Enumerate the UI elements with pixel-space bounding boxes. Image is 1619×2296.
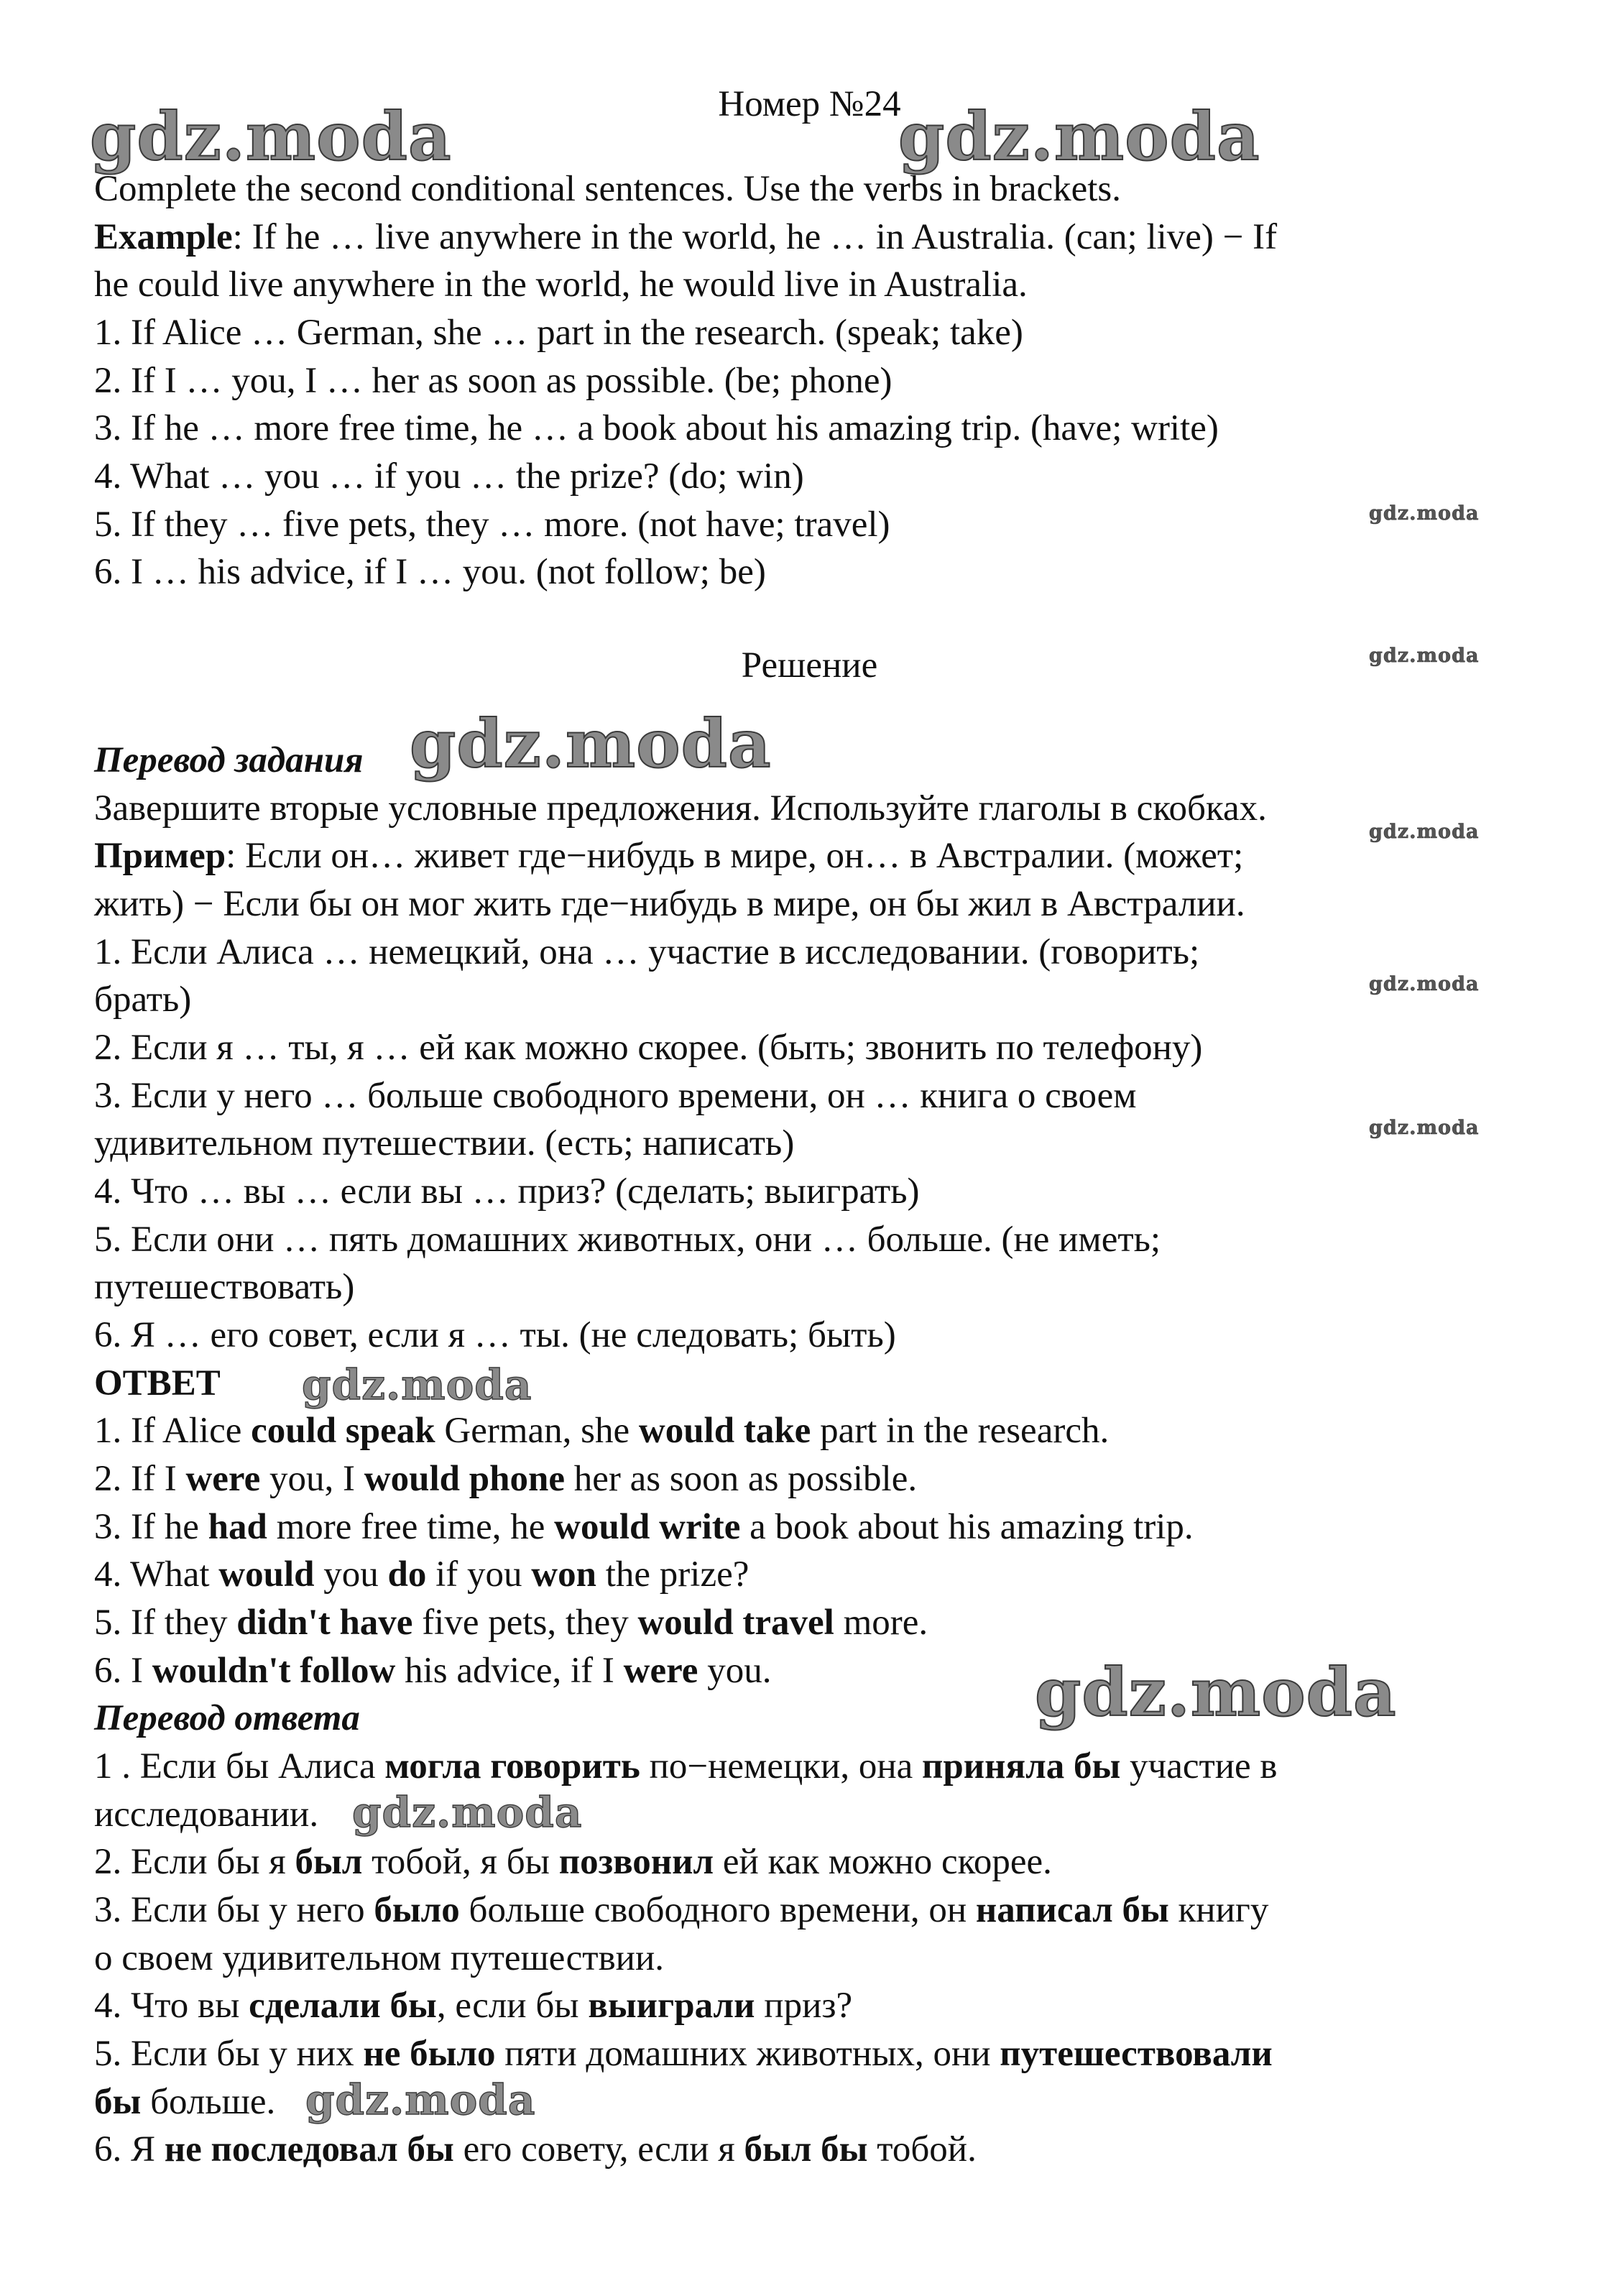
task-item: 4. What … you … if you … the prize? (do; win) — [94, 456, 804, 497]
task-instruction: Complete the second conditional sentences. Use the verbs in brackets. — [94, 169, 1121, 209]
translation-example-line-2: жить) − Если бы он мог жить где−нибудь в мире, он бы жил в Австралии. — [94, 884, 1245, 924]
task-item: 1. If Alice … German, she … part in the research. (speak; take) — [94, 313, 1023, 353]
answer-translation-line: исследовании. — [94, 1794, 319, 1835]
translation-line: 3. Если у него … больше свободного времени, он … книга о своем — [94, 1076, 1137, 1116]
translation-line: удивительном путешествии. (есть; написать) — [94, 1123, 795, 1163]
translation-example-line-1: Пример: Если он… живет где−нибудь в мире, он… в Австралии. (может; — [94, 836, 1244, 876]
answer-heading: ОТВЕТ — [94, 1363, 221, 1403]
answer-translation-line: 3. Если бы у него было больше свободного времени, он написал бы книгу — [94, 1890, 1269, 1930]
watermark: gdz.moda — [410, 705, 772, 783]
watermark: gdz.moda — [1035, 1654, 1397, 1731]
watermark: gdz.moda — [305, 2075, 536, 2124]
example-label: Example — [94, 217, 233, 257]
watermark: gdz.moda — [1369, 645, 1480, 667]
watermark: gdz.moda — [352, 1788, 583, 1837]
answer-line: 1. If Alice could speak German, she would take part in the research. — [94, 1411, 1110, 1451]
task-item: 6. I … his advice, if I … you. (not follow; be) — [94, 552, 766, 592]
answer-translation-line: 1 . Если бы Алиса могла говорить по−немецки, она приняла бы участие в — [94, 1746, 1278, 1786]
watermark: gdz.moda — [302, 1360, 532, 1409]
translation-line: 4. Что … вы … если вы … приз? (сделать; выиграть) — [94, 1171, 920, 1212]
task-item: 2. If I … you, I … her as soon as possible. (be; phone) — [94, 361, 892, 401]
watermark: gdz.moda — [1369, 502, 1480, 525]
translation-line: путешествовать) — [94, 1267, 355, 1307]
task-item: 5. If they … five pets, they … more. (not have; travel) — [94, 504, 890, 545]
answer-translation-line: 4. Что вы сделали бы, если бы выиграли приз? — [94, 1986, 853, 2026]
watermark: gdz.moda — [1369, 973, 1480, 995]
answer-line: 4. What would you do if you won the prize? — [94, 1554, 749, 1595]
answer-line: 3. If he had more free time, he would write a book about his amazing trip. — [94, 1507, 1194, 1547]
translation-line: 1. Если Алиса … немецкий, она … участие в исследовании. (говорить; — [94, 932, 1200, 972]
watermark: gdz.moda — [1369, 1117, 1480, 1139]
example-label: Пример — [94, 836, 226, 876]
translation-line: брать) — [94, 979, 192, 1020]
translation-heading: Перевод задания — [94, 740, 364, 780]
task-example-line-2: he could live anywhere in the world, he would live in Australia. — [94, 264, 1028, 305]
task-item: 3. If he … more free time, he … a book about his amazing trip. (have; write) — [94, 408, 1219, 448]
answer-translation-line: 6. Я не последовал бы его совету, если я был бы тобой. — [94, 2129, 977, 2170]
translation-instruction: Завершите вторые условные предложения. Используйте глаголы в скобках. — [94, 788, 1267, 829]
answer-translation-line: о своем удивительном путешествии. — [94, 1938, 665, 1978]
solution-heading: Решение — [741, 645, 878, 686]
answer-line: 6. I wouldn't follow his advice, if I were you. — [94, 1651, 772, 1691]
translation-line: 5. Если они … пять домашних животных, они … больше. (не иметь; — [94, 1220, 1161, 1260]
answer-line: 5. If they didn't have five pets, they would travel more. — [94, 1603, 928, 1643]
answer-translation-heading: Перевод ответа — [94, 1698, 360, 1738]
answer-translation-line: 2. Если бы я был тобой, я бы позвонил ей как можно скорее. — [94, 1842, 1052, 1882]
watermark: gdz.moda — [90, 98, 452, 175]
task-example-line-1: Example: If he … live anywhere in the world, he … in Australia. (can; live) − If — [94, 217, 1278, 257]
watermark: gdz.moda — [898, 98, 1260, 175]
watermark: gdz.moda — [1369, 821, 1480, 843]
answer-translation-line: 5. Если бы у них не было пяти домашних животных, они путешествовали — [94, 2034, 1273, 2074]
answer-translation-line: бы больше. — [94, 2082, 276, 2122]
page-title: Номер №24 — [718, 84, 901, 124]
translation-line: 2. Если я … ты, я … ей как можно скорее. (быть; звонить по телефону) — [94, 1028, 1203, 1068]
answer-line: 2. If I were you, I would phone her as soon as possible. — [94, 1459, 918, 1499]
translation-line: 6. Я … его совет, если я … ты. (не следовать; быть) — [94, 1315, 896, 1355]
